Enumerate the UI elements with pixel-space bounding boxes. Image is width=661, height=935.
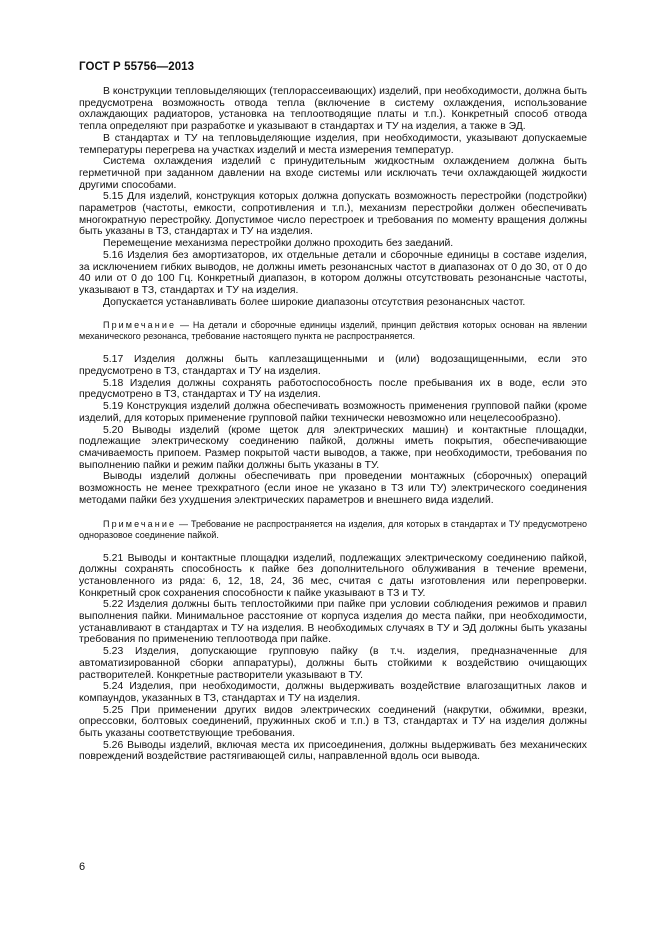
document-body <box>79 86 587 763</box>
paragraph: 5.17 Изделия должны быть каплезащищенными и (или) водозащищенными, если это предусмотрено в ТЗ, стандартах и ТУ на изделия. <box>79 354 587 378</box>
paragraph: 5.25 При применении других видов электрических соединений (накрутки, обжимки, врезки, опрессовки, болтовых соединений, пружинных скоб и т.п.) в ТЗ, стандартах и ТУ на изделия должны быть указаны соответствующие требования. <box>79 704 587 740</box>
paragraph: В конструкции тепловыделяющих (теплорассеивающих) изделий, при необходимости, должна быть предусмотрена возможность отвода тепла (включение в систему охлаждения, использование охлаждающих радиаторов, установка на теплоотводящие платы и т.п.). Конкретный способ отвода тепла определяют при разработке и указывают в стандартах и ТУ на изделия, а также в ЭД. <box>79 86 587 133</box>
paragraph: 5.21 Выводы и контактные площадки изделий, подлежащих электрическому соединению пайкой, должны сохранять способность к пайке без дополнительного облуживания в течение времени, установленного из ряда: 6, 12, 18, 24, 36 мес, считая с даты изготовления или перепроверки. Конкретный срок сохранения способности к пайке указывают в ТЗ и ТУ. <box>79 552 587 599</box>
paragraph: 5.16 Изделия без амортизаторов, их отдельные детали и сборочные единицы в составе изделия, за исключением гибких выводов, не должны иметь резонансных частот в диапазонах от 0 до 30, от 0 до 40 или от 0 до 100 Гц. Конкретный диапазон, в котором должны отсутствовать резонансные частоты, указывают в ТЗ, стандартах и ТУ на изделия. <box>79 249 587 296</box>
paragraph: Система охлаждения изделий с принудительным жидкостным охлаждением должна быть герметичной при заданном давлении на входе системы или исключать течи охлаждающей жидкости другими способами. <box>79 156 587 191</box>
note <box>79 519 587 541</box>
paragraph: 5.19 Конструкция изделий должна обеспечивать возможность применения групповой пайки (кроме изделий, для которых применение групповой пайки технически невозможно или нецелесообразно). <box>79 401 587 424</box>
paragraph: Перемещение механизма перестройки должно проходить без заеданий. <box>103 238 454 250</box>
paragraph: В стандартах и ТУ на тепловыделяющие изделия, при необходимости, указывают допускаемые температуры перегрева на участках изделий и места измерения температур. <box>79 132 587 156</box>
paragraph: 5.24 Изделия, при необходимости, должны выдерживать воздействие влагозащитных лаков и компаундов, указанных в ТЗ, стандартах и ТУ на изделия. <box>79 681 587 704</box>
note-text: — Требование не распространяется на изделия, для которых в стандартах и ТУ предусмотрено одноразовое соединение пайкой. <box>79 518 587 540</box>
paragraph: 5.23 Изделия, допускающие групповую пайку (в т.ч. изделия, предназначенные для автоматизированной сборки аппаратуры), должны быть стойкими к воздействию очищающих растворителей. Конкретные растворители указывают в ТУ. <box>79 646 587 681</box>
paragraph: 5.15 Для изделий, конструкция которых должна допускать возможность перестройки (подстройки) параметров (частоты, емкости, сопротивления и т.п.), механизм перестройки должен обеспечивать многократную перестройку. Допустимое число перестроек и требования по моменту вращения должны быть указаны в ТЗ, стандартах и ТУ на изделия. <box>79 191 587 238</box>
paragraph: 5.20 Выводы изделий (кроме щеток для электрических машин) и контактные площадки, подлежащие электрическому соединению пайкой, должны иметь покрытия, обеспечивающие смачиваемость припоем. Размер покрытой части выводов, а также, при необходимости, требования по выполнению пайки и режим пайки должны быть указаны в ТУ. <box>79 424 587 471</box>
page-number: 6 <box>79 861 86 873</box>
paragraph: Выводы изделий должны обеспечивать при проведении монтажных (сборочных) операций возможность не менее трехкратного (если иное не указано в ТЗ или ТУ) электрического соединения методами пайки без ухудшения электрических параметров и внешнего вида изделий. <box>79 471 587 506</box>
note-label: Примечание <box>103 320 177 331</box>
paragraph: 5.18 Изделия должны сохранять работоспособность после пребывания их в воде, если это предусмотрено в ТЗ, стандартах и ТУ на изделия. <box>79 377 587 401</box>
note-text: — На детали и сборочные единицы изделий, принцип действия которых основан на явлении механического резонанса, требование настоящего пункта не распространяется. <box>79 320 587 342</box>
paragraph: 5.22 Изделия должны быть теплостойкими при пайке при условии соблюдения режимов и правил выполнения пайки. Минимальное расстояние от корпуса изделия до места пайки, при необходимости, устанавливают в стандартах и ТУ на изделия. В необходимых случаях в ТУ и ЭД должны быть указаны требования по применению теплоотвода при пайке. <box>79 599 587 646</box>
paragraph: 5.26 Выводы изделий, включая места их присоединения, должны выдерживать без механических повреждений воздействие растягивающей силы, направленной вдоль оси вывода. <box>79 739 587 763</box>
note <box>79 320 587 342</box>
note-label: Примечание <box>103 518 177 529</box>
paragraph: Допускается устанавливать более широкие диапазоны отсутствия резонансных частот. <box>103 296 526 308</box>
document-header: ГОСТ Р 55756—2013 <box>79 61 195 73</box>
